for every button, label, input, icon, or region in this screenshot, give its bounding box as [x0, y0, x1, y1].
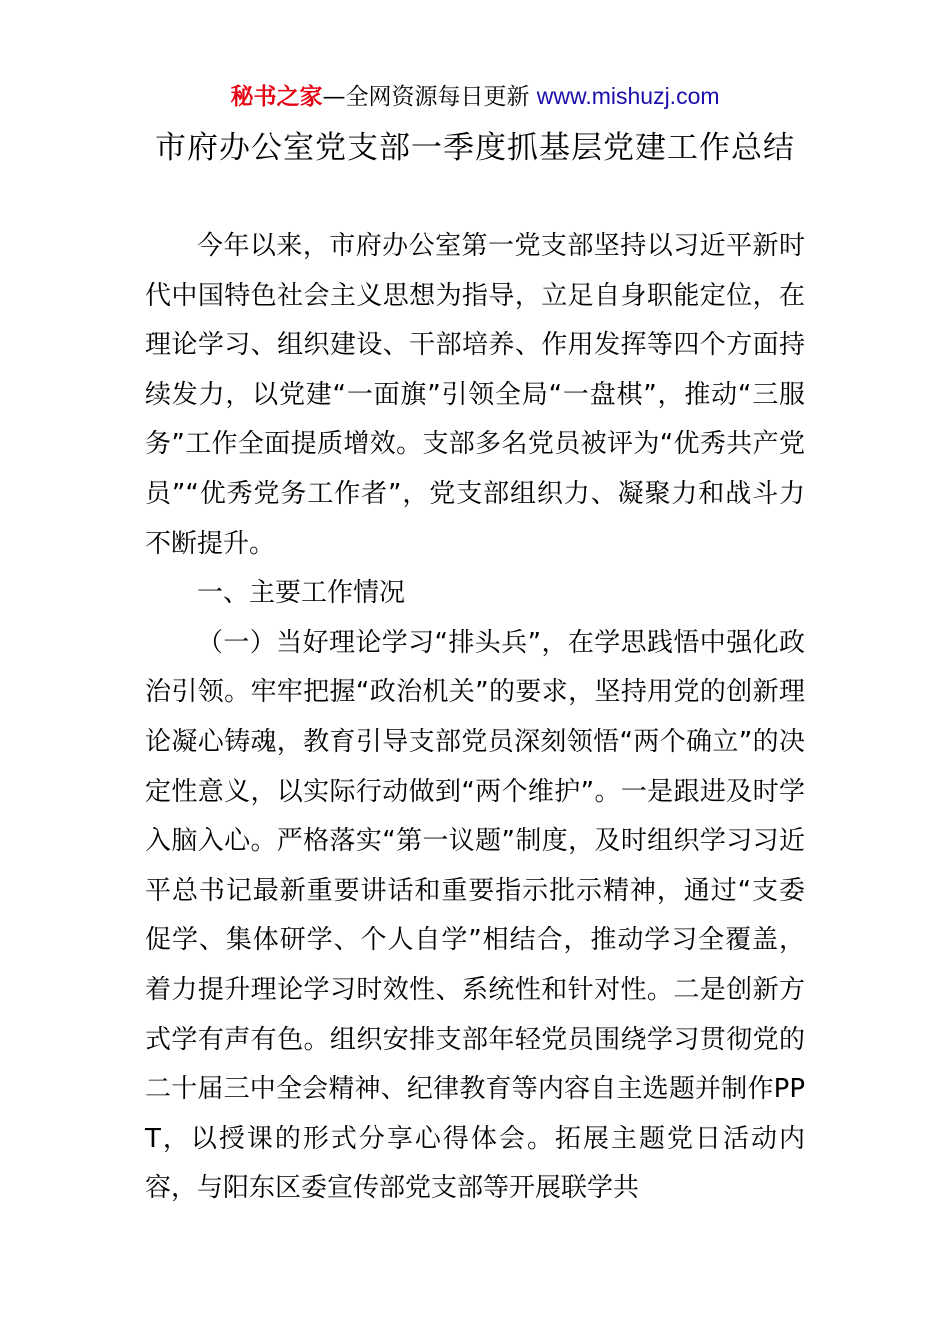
section-heading: 一、主要工作情况 [197, 578, 406, 609]
subsection-paragraph: （一）当好理论学习“排头兵”，在学思践悟中强化政治引领。牢牢把握“政治机关”的要求，坚持用党的创新理论凝心铸魂，教育引导支部党员深刻领悟“两个确立”的决定性意义，以实际行动做到“两个维护”。一是跟进及时学入脑入心。严格落实“第一议题”制度，及时组织学习习近平总书记最新重要讲话和重要指示批示精神，通过“支委促学、集体研学、个人自学”相结合，推动学习全覆盖，着力提升理论学习时效性、系统性和针对性。二是创新方式学有声有色。组织安排支部年轻党员围绕学习贯彻党的二十届三中全会精神、纪律教育等内容自主选题并制作PPT，以授课的形式分享心得体会。拓展主题党日活动内容，与阳东区委宣传部党支部等开展联学共 [145, 627, 805, 1204]
site-banner [0, 80, 950, 113]
document-title: 市府办公室党支部一季度抓基层党建工作总结 [155, 130, 795, 166]
document-body [145, 222, 805, 1214]
site-brand: 秘书之家 [230, 84, 323, 110]
site-url-link[interactable]: www.mishuzj.com [536, 83, 720, 109]
intro-paragraph: 今年以来，市府办公室第一党支部坚持以习近平新时代中国特色社会主义思想为指导，立足自身职能定位，在理论学习、组织建设、干部培养、作用发挥等四个方面持续发力，以党建“一面旗”引领全局“一盘棋”，推动“三服务”工作全面提质增效。支部多名党员被评为“优秀共产党员”“优秀党务工作者”，党支部组织力、凝聚力和战斗力不断提升。 [145, 231, 805, 559]
site-tagline: —全网资源每日更新 [322, 84, 530, 110]
